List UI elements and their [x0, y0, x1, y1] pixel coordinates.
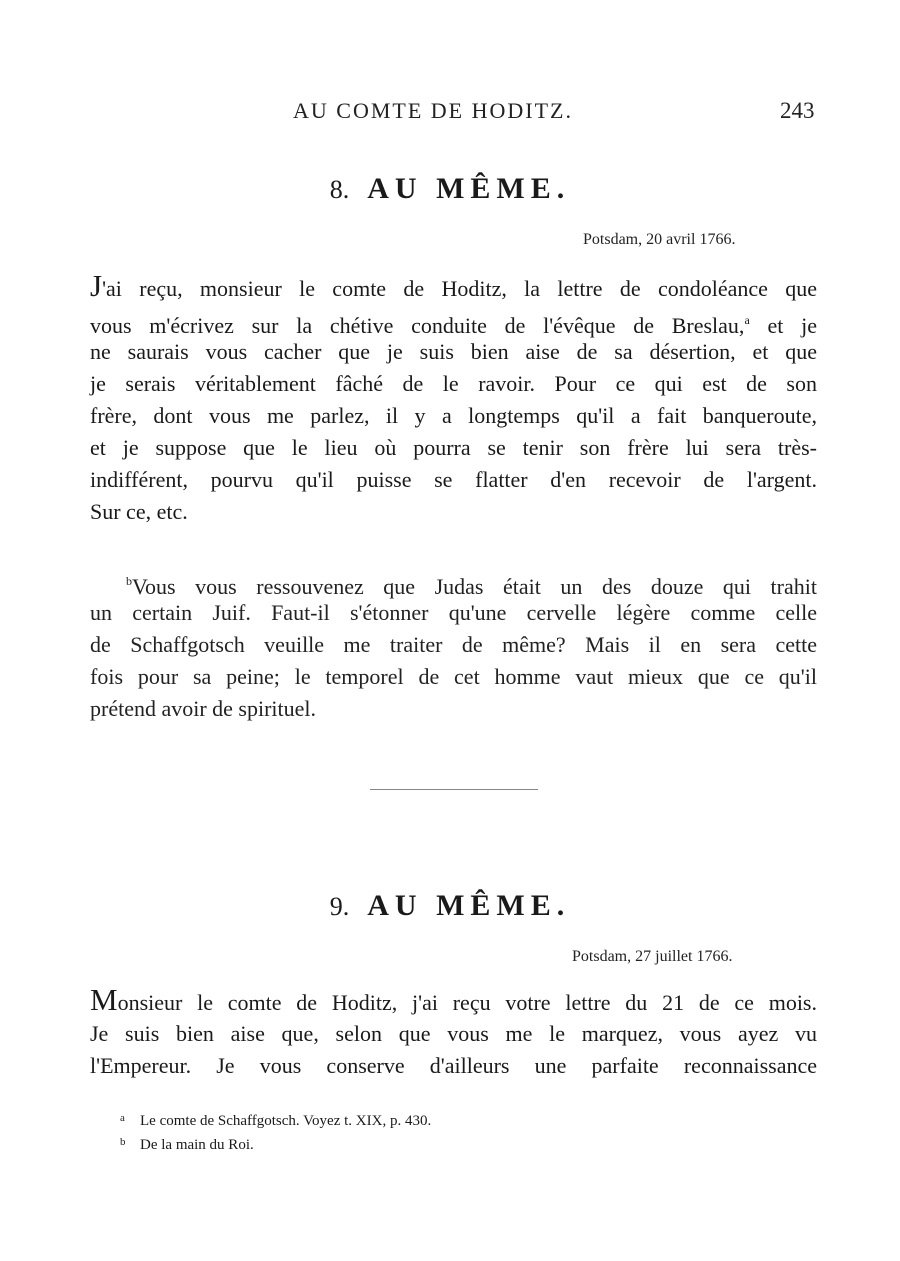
- letter-number: 9.: [329, 892, 350, 921]
- autograph-line: de Schaffgotsch veuille me traiter de même? Mais il en sera cette: [90, 632, 817, 657]
- body-line: et je suppose que le lieu où pourra se tenir son frère lui sera très-: [90, 435, 817, 460]
- drop-cap: J: [90, 268, 103, 303]
- footnote: [120, 1130, 820, 1154]
- letter-title: AU MÊME.: [367, 172, 571, 205]
- body-line: l'Empereur. Je vous conserve d'ailleurs une parfaite reconnaissance: [90, 1053, 817, 1078]
- autograph-line: un certain Juif. Faut-il s'étonner qu'une cervelle légère comme celle: [90, 600, 817, 625]
- section-divider: [370, 789, 538, 790]
- autograph-line: prétend avoir de spirituel.: [90, 696, 317, 721]
- footnote-text: De la main du Roi.: [140, 1137, 254, 1153]
- footnote: [120, 1106, 820, 1130]
- page-number: 243: [780, 98, 815, 123]
- body-line: Sur ce, etc.: [90, 499, 188, 524]
- autograph-line: $^b$Vous vous ressouvenez que Judas était un des douze qui trahit: [126, 574, 817, 599]
- body-line: Monsieur le comte de Hoditz, j'ai reçu votre lettre du 21 de ce mois.: [90, 982, 817, 1017]
- letter-number: 8.: [329, 175, 350, 204]
- footnote-mark: a: [120, 1112, 125, 1124]
- footnote-ref: b: [126, 574, 132, 588]
- dateline: Potsdam, 20 avril 1766.: [583, 231, 736, 248]
- footnotes: [120, 1106, 820, 1154]
- body-line: frère, dont vous me parlez, il y a longtemps qu'il a fait banqueroute,: [90, 403, 817, 428]
- running-title: AU COMTE DE HODITZ.: [293, 98, 573, 123]
- body-line: J'ai reçu, monsieur le comte de Hoditz, la lettre de condoléance que: [90, 268, 817, 303]
- letter-heading-9: [0, 889, 900, 923]
- letter-body: [90, 982, 817, 1082]
- dateline: Potsdam, 27 juillet 1766.: [572, 948, 733, 965]
- body-line: Je suis bien aise que, selon que vous me le marquez, vous ayez vu: [90, 1021, 817, 1046]
- letter-heading-8: [0, 172, 900, 206]
- footnote-ref: a: [744, 313, 750, 327]
- body-line: vous m'écrivez sur la chétive conduite de l'évêque de Breslau,$^a$ et je: [90, 313, 817, 338]
- footnote-text: Le comte de Schaffgotsch. Voyez t. XIX, p. 430.: [140, 1113, 432, 1129]
- body-line: ne saurais vous cacher que je suis bien aise de sa désertion, et que: [90, 339, 817, 364]
- autograph-line: fois pour sa peine; le temporel de cet homme vaut mieux que ce qu'il: [90, 664, 817, 689]
- letter-title: AU MÊME.: [367, 889, 571, 922]
- body-line: je serais véritablement fâché de le ravoir. Pour ce qui est de son: [90, 371, 817, 396]
- running-head: [0, 98, 900, 128]
- letter-body: [90, 268, 817, 528]
- footnote-mark: b: [120, 1136, 126, 1148]
- autograph-postscript: [90, 565, 817, 725]
- drop-cap: M: [90, 982, 118, 1017]
- body-line: indifférent, pourvu qu'il puisse se flatter d'en recevoir de l'argent.: [90, 467, 817, 492]
